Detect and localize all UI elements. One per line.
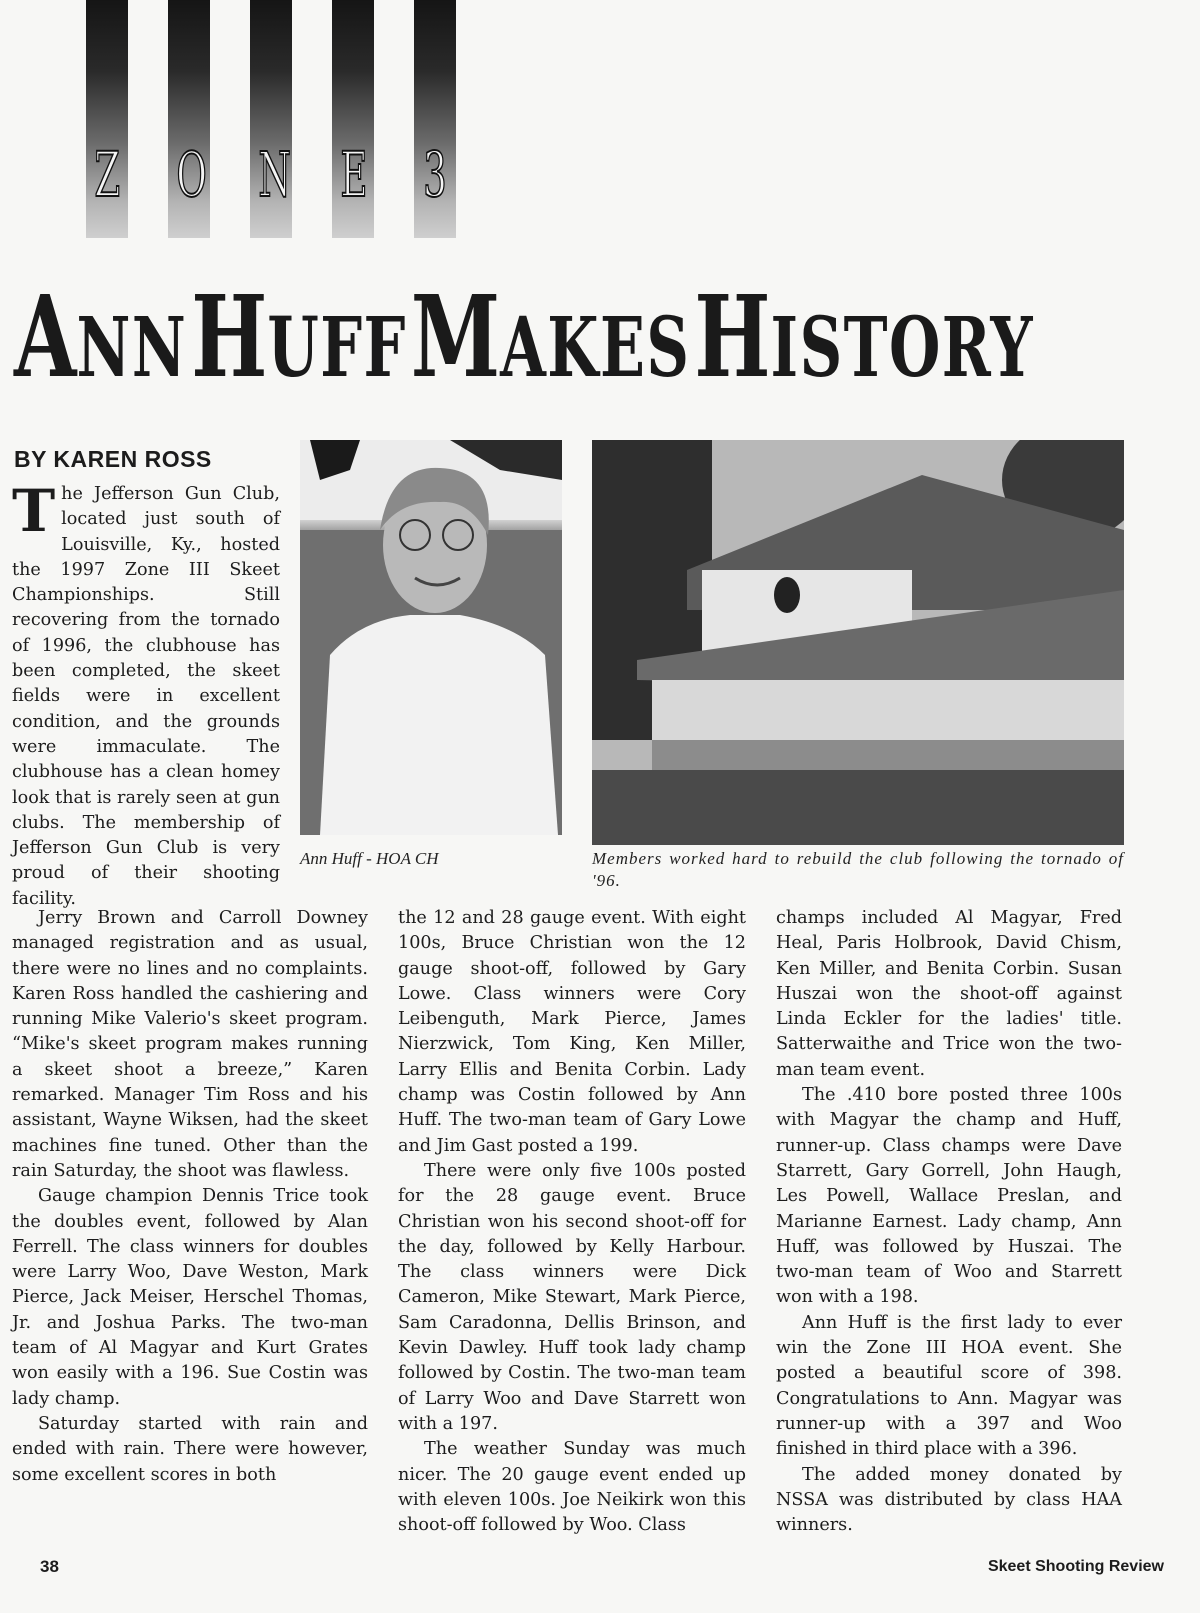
article-paragraph: Saturday started with rain and ended with rain. There were however, some excellent scores in both <box>12 1413 368 1485</box>
article-paragraph: Ann Huff is the first lady to ever win the Zone III HOA event. She posted a beautiful score of 398. Congratulations to Ann. Magyar was runner-up with a 397 and Woo finished in third place with a 396. <box>776 1312 1122 1460</box>
headline-rest: AKES <box>500 300 691 396</box>
headline-rest: UFF <box>267 300 407 396</box>
banner-letter: E <box>340 138 368 211</box>
banner-letter: O <box>176 138 207 211</box>
headline-initial: A <box>14 272 77 403</box>
clubhouse-scene <box>592 440 1124 845</box>
headline-initial: H <box>191 272 268 403</box>
article-paragraph <box>12 477 280 912</box>
article-paragraph: champs included Al Magyar, Fred Heal, Paris Holbrook, David Chism, Ken Miller, and Benita Corbin. Susan Huszai won the shoot-off against Linda Eckler for the ladies' title. Satterwaithe and Trice won the two-man team event. <box>776 908 1122 1080</box>
article-paragraph: The added money donated by NSSA was distributed by class HAA winners. <box>776 1464 1122 1536</box>
article-paragraph: the 12 and 28 gauge event. With eight 100s, Bruce Christian won the 12 gauge shoot-off, followed by Gary Lowe. Class winners were Cory Leibenguth, Mark Pierce, James Nierzwick, Tom King, Ken Miller, Larry Ellis and Benita Corbin. Lady champ was Costin followed by Ann Huff. The two-man team of Gary Lowe and Jim Gast posted a 199. <box>398 908 746 1156</box>
banner-letter: Z <box>94 138 121 211</box>
clubhouse-photo <box>592 440 1124 845</box>
article-paragraph: The weather Sunday was much nicer. The 20 gauge event ended up with eleven 100s. Joe Neikirk won this shoot-off followed by Woo. Class <box>398 1439 746 1536</box>
article-column-3 <box>776 906 1122 1538</box>
article-column-2 <box>398 906 746 1538</box>
headline-rest: NN <box>76 300 188 396</box>
headline-text <box>14 272 1034 404</box>
byline: BY KAREN ROSS <box>14 446 212 472</box>
headline-rest: ISTORY <box>770 300 1034 396</box>
banner-letter: N <box>258 138 291 211</box>
portrait-figure <box>300 440 562 835</box>
magazine-name: Skeet Shooting Review <box>987 1558 1164 1575</box>
article-paragraph: The .410 bore posted three 100s with Magyar the champ and Huff, runner-up. Class champs were Dave Starrett, Gary Gorrell, John Haugh, Les Powell, Wallace Preslan, and Marianne Earnest. Lady champ, Ann Huff, was followed by Huszai. The two-man team of Woo and Starrett won with a 198. <box>776 1085 1122 1308</box>
clubhouse-caption: Members worked hard to rebuild the club following the tornado of '96. <box>592 849 1124 890</box>
page-number: 38 <box>40 1557 59 1576</box>
headline <box>14 272 1164 403</box>
headline-initial: H <box>694 272 771 403</box>
article-paragraph: There were only five 100s posted for the 28 gauge event. Bruce Christian won his second shoot-off for the day, followed by Kelly Harbour. The class winners were Dick Cameron, Mike Stewart, Mark Pierce, Sam Caradonna, Dellis Brinson, and Kevin Dawley. Huff took lady champ followed by Costin. The two-man team of Larry Woo and Dave Starrett won with a 197. <box>398 1160 746 1434</box>
article-column-1 <box>12 477 280 912</box>
headline-initial: M <box>410 272 501 403</box>
article-paragraph: Gauge champion Dennis Trice took the doubles event, followed by Alan Ferrell. The class winners for doubles were Larry Woo, Dave Weston, Mark Pierce, Jack Meiser, Herschel Thomas, Jr. and Joshua Parks. The two-man team of Al Magyar and Kurt Grates won easily with a 196. Sue Costin was lady champ. <box>12 1186 368 1409</box>
portrait-caption: Ann Huff - HOA CH <box>300 849 439 868</box>
drop-cap: T <box>12 477 56 545</box>
paragraph-text: he Jefferson Gun Club, located just south of Louisville, Ky., hosted the 1997 Zone III Skeet Championships. Still recovering from the tornado of 1996, the clubhouse has been completed, the skeet fields were in excellent condition, and the grounds were immaculate. The clubhouse has a clean homey look that is rarely seen at gun clubs. The membership of Jefferson Gun Club is very proud of their shooting facility. <box>12 484 280 909</box>
article-column-1-lower <box>12 906 368 1488</box>
zone-banner <box>86 0 456 238</box>
portrait-photo <box>300 440 562 835</box>
banner-letter: 3 <box>423 138 447 211</box>
article-paragraph: Jerry Brown and Carroll Downey managed registration and as usual, there were no lines and no complaints. Karen Ross handled the cashiering and running Mike Valerio's skeet program. “Mike's skeet program makes running a skeet shoot a breeze,” Karen remarked. Manager Tim Ross and his assistant, Wayne Wiksen, had the skeet machines fine tuned. Other than the rain Saturday, the shoot was flawless. <box>12 908 368 1181</box>
